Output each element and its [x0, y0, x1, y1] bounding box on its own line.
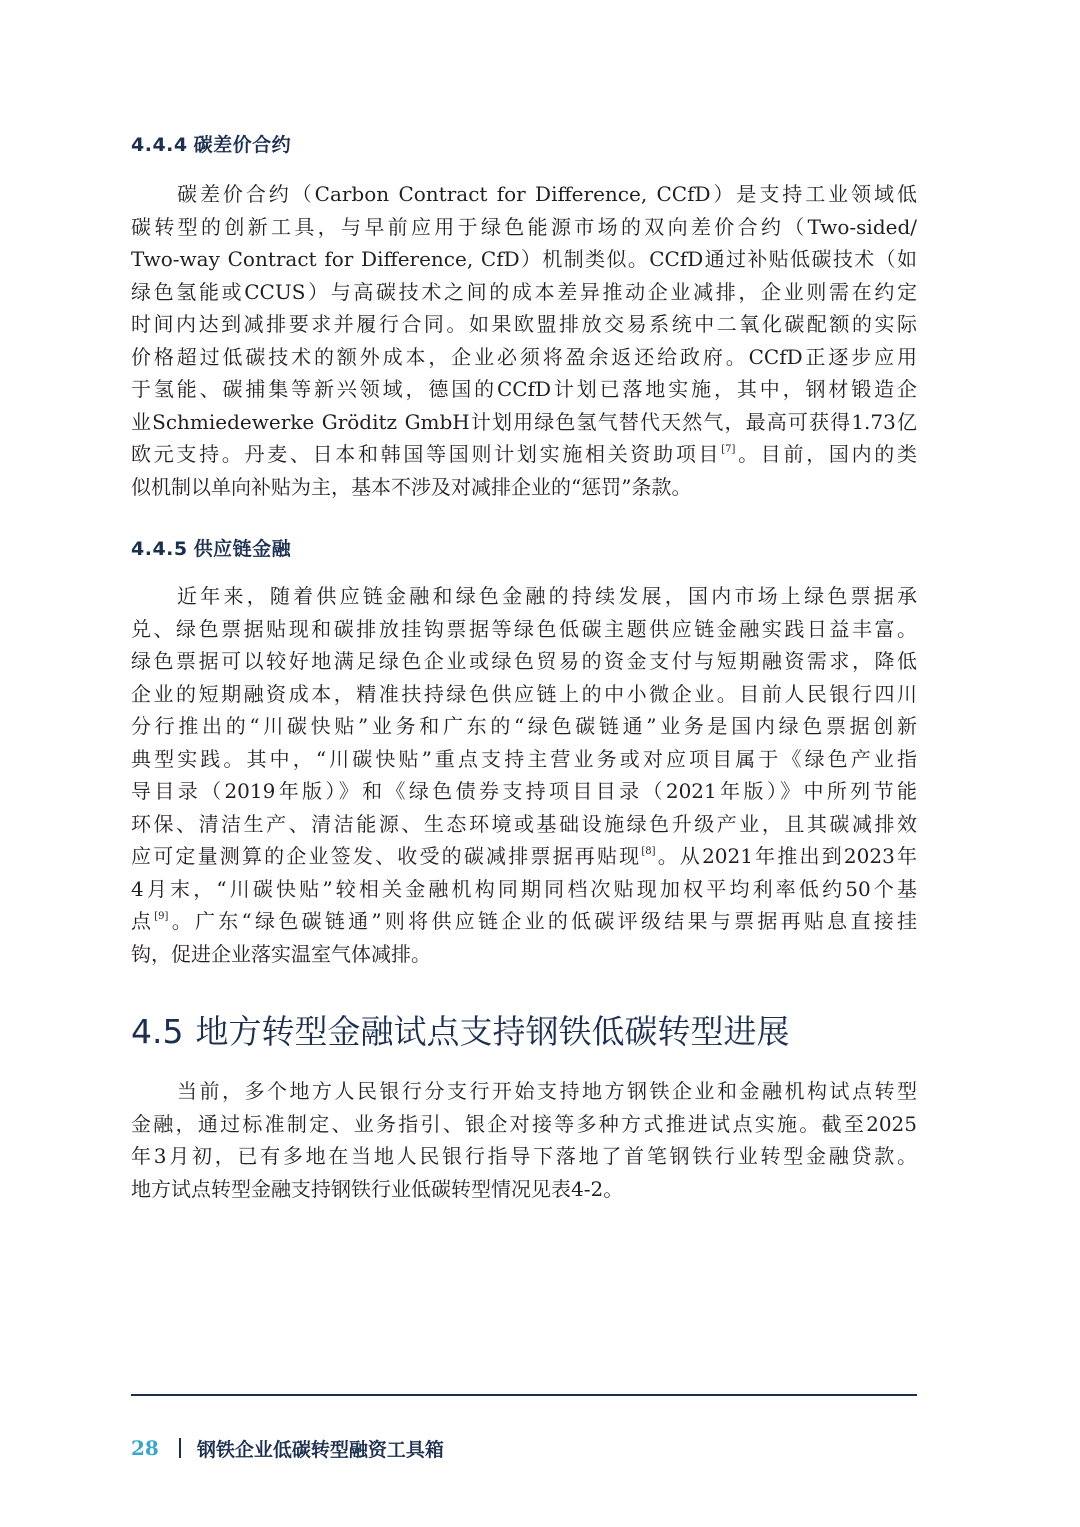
paragraph-carbon-contract [131, 178, 917, 503]
text-line: 绿色氢能或CCUS）与高碳技术之间的成本差异推动企业减排，企业则需在约定 [131, 279, 917, 304]
footer-separator [179, 1438, 181, 1458]
text-line: 近年来，随着供应链金融和绿色金融的持续发展，国内市场上绿色票据承 [177, 584, 917, 608]
text-line: 环保、清洁生产、清洁能源、生态环境或基础设施绿色升级产业，且其碳减排效 [131, 811, 917, 836]
text-line: 4月末，“川碳快贴”较相关金融机构同期同档次贴现加权平均利率低约50个基 [131, 876, 917, 901]
page-number: 28 [131, 1436, 159, 1460]
text-line: 分行推出的“川碳快贴”业务和广东的“绿色碳链通”业务是国内绿色票据创新 [131, 714, 917, 738]
text-segment: 欧元支持。丹麦、日本和韩国等国则计划实施相关资助项目 [131, 442, 722, 466]
text-line: 企业的短期融资成本，精准扶持绿色供应链上的中小微企业。目前人民银行四川 [131, 681, 917, 706]
citation-8[interactable]: [8] [641, 846, 656, 857]
text-line: 碳差价合约（Carbon Contract for Difference, CCfD）是支持工业领域低 [177, 182, 917, 206]
text-line [131, 905, 917, 938]
section-number: 4.5 [131, 1012, 184, 1051]
text-line: 钩，促进企业落实温室气体减排。 [131, 941, 431, 966]
text-line: 似机制以单向补贴为主，基本不涉及对减排企业的“惩罚”条款。 [131, 474, 692, 499]
page-footer [131, 1433, 444, 1463]
section-title: 碳差价合约 [193, 134, 292, 156]
section-title: 供应链金融 [193, 538, 292, 560]
text-line: 绿色票据可以较好地满足绿色企业或绿色贸易的资金支付与短期融资需求，降低 [131, 649, 917, 673]
section-heading-4-4-4 [131, 130, 291, 157]
text-line: 价格超过低碳技术的额外成本，企业必须将盈余返还给政府。CCfD正逐步应用 [131, 344, 917, 369]
footer-divider [131, 1394, 917, 1396]
text-line: 于氢能、碳捕集等新兴领域，德国的CCfD计划已落地实施，其中，钢材锻造企 [131, 377, 917, 401]
text-line: 业Schmiedewerke Gröditz GmbH计划用绿色氢气替代天然气，最高可获得1.73亿 [131, 409, 917, 434]
text-line: 典型实践。其中，“川碳快贴”重点支持主营业务或对应项目属于《绿色产业指 [131, 746, 917, 771]
text-line: 兑、绿色票据贴现和碳排放挂钩票据等绿色低碳主题供应链金融实践日益丰富。 [131, 616, 917, 641]
section-number: 4.4.4 [131, 134, 188, 156]
text-line: 地方试点转型金融支持钢铁行业低碳转型情况见表4-2。 [131, 1176, 624, 1201]
text-segment: 。目前，国内的类 [735, 442, 918, 466]
text-line: 时间内达到减排要求并履行合同。如果欧盟排放交易系统中二氧化碳配额的实际 [131, 312, 917, 336]
citation-7[interactable]: [7] [721, 444, 736, 455]
publication-title: 钢铁企业低碳转型融资工具箱 [196, 1438, 444, 1461]
text-line: 年3月初，已有多地在当地人民银行指导下落地了首笔钢铁行业转型金融贷款。 [131, 1144, 917, 1168]
text-line: 金融，通过标准制定、业务指引、银企对接等多种方式推进试点实施。截至2025 [131, 1111, 917, 1136]
text-segment: 点 [131, 909, 155, 933]
text-line: 导目录（2019年版）》和《绿色债券支持项目目录（2021年版）》中所列节能 [131, 779, 917, 803]
text-segment: 。从2021年推出到2023年 [655, 844, 918, 868]
section-heading-4-4-5 [131, 534, 291, 561]
paragraph-supply-chain-finance [131, 580, 917, 970]
text-segment: 。广东“绿色碳链通”则将供应链企业的低碳评级结果与票据再贴息直接挂 [168, 909, 918, 933]
text-line [131, 840, 917, 873]
paragraph-local-pilots [131, 1075, 917, 1205]
text-line: Two-way Contract for Difference, CfD）机制类似。CCfD通过补贴低碳技术（如 [131, 247, 917, 271]
section-heading-4-5 [131, 1006, 789, 1053]
section-number: 4.4.5 [131, 538, 188, 560]
text-line: 碳转型的创新工具，与早前应用于绿色能源市场的双向差价合约（Two-sided/ [131, 214, 917, 239]
text-line: 当前，多个地方人民银行分支行开始支持地方钢铁企业和金融机构试点转型 [177, 1079, 917, 1103]
section-title: 地方转型金融试点支持钢铁低碳转型进展 [195, 1012, 790, 1051]
text-line [131, 438, 917, 471]
citation-9[interactable]: [9] [154, 911, 169, 922]
text-segment: 应可定量测算的企业签发、收受的碳减排票据再贴现 [131, 844, 642, 868]
